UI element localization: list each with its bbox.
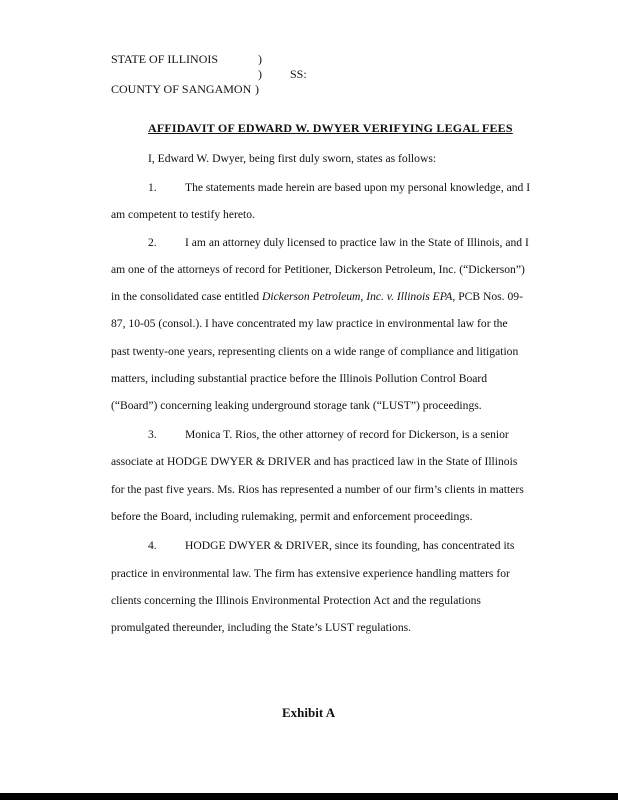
paragraph-4-line-1: HODGE DWYER & DRIVER, since its founding, has concentrated its [185, 539, 515, 552]
paragraph-2-line-4: 87, 10-05 (consol.). I have concentrated my law practice in environmental law for the [111, 317, 508, 330]
exhibit-label: Exhibit A [282, 705, 336, 720]
paragraph-1-line-1: The statements made herein are based upon my personal knowledge, and I [185, 181, 531, 194]
paragraph-3-number: 3. [148, 428, 157, 441]
paragraph-4-line-2: practice in environmental law. The firm has extensive experience handling matters for [111, 567, 510, 580]
paragraph-4-number: 4. [148, 539, 157, 552]
paragraph-2-line-6: matters, including substantial practice before the Illinois Pollution Control Board [111, 372, 488, 385]
paragraph-3-line-3: for the past five years. Ms. Rios has represented a number of our firm’s clients in matters [111, 483, 524, 496]
case-name: Dickerson Petroleum, Inc. v. Illinois EPA [262, 290, 453, 303]
paragraph-1-line-2: am competent to testify hereto. [111, 208, 255, 221]
case-number-prefix: , PCB Nos. 09- [452, 290, 523, 303]
caption-state: STATE OF ILLINOIS [111, 52, 219, 66]
paragraph-3-line-2: associate at HODGE DWYER & DRIVER and has practiced law in the State of Illinois [111, 455, 518, 468]
document-title: AFFIDAVIT OF EDWARD W. DWYER VERIFYING LEGAL FEES [148, 121, 513, 135]
paragraph-2-line-7: (“Board”) concerning leaking underground storage tank (“LUST”) proceedings. [111, 399, 482, 412]
paragraph-4-line-3: clients concerning the Illinois Environmental Protection Act and the regulations [111, 594, 481, 607]
case-caption-prefix: in the consolidated case entitled [111, 290, 262, 303]
paragraph-2-line-5: past twenty-one years, representing clients on a wide range of compliance and litigation [111, 345, 519, 358]
paragraph-2-line-3 [111, 290, 523, 303]
caption-county: COUNTY OF SANGAMON [111, 82, 252, 96]
paragraph-4-line-4: promulgated thereunder, including the State’s LUST regulations. [111, 621, 412, 634]
paragraph-2-number: 2. [148, 236, 157, 249]
bottom-scan-bar [0, 793, 618, 800]
intro-statement: I, Edward W. Dwyer, being first duly sworn, states as follows: [148, 152, 437, 165]
paragraph-2-line-1: I am an attorney duly licensed to practice law in the State of Illinois, and I [185, 236, 529, 249]
caption-paren-2: ) [258, 67, 262, 81]
paragraph-2-line-2: am one of the attorneys of record for Petitioner, Dickerson Petroleum, Inc. (“Dickerson”) [111, 263, 525, 276]
paragraph-1-number: 1. [148, 181, 157, 194]
caption-ss: SS: [290, 67, 307, 81]
paragraph-3-line-1: Monica T. Rios, the other attorney of record for Dickerson, is a senior [185, 428, 509, 441]
caption-paren-3: ) [255, 82, 259, 96]
paragraph-3-line-4: before the Board, including rulemaking, permit and enforcement proceedings. [111, 510, 473, 523]
caption-paren-1: ) [258, 52, 262, 66]
